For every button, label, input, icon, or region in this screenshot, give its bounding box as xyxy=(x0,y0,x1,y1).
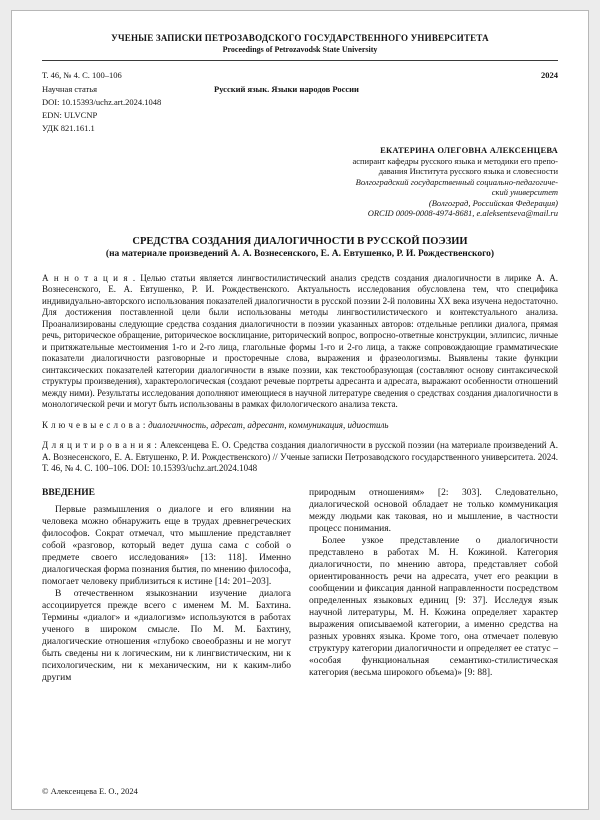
rubric-heading: Русский язык. Языки народов России xyxy=(214,84,359,94)
keywords xyxy=(42,420,558,432)
body-columns xyxy=(42,487,558,684)
header-divider xyxy=(42,60,558,61)
meta-row-volume xyxy=(42,70,558,80)
body-paragraph: природным отношениям» [2: 303]. Следовательно, диалогической основой обладает не только коммуникация между людьми как таковая, но и мышление, в частности процесс понимания. xyxy=(309,487,558,534)
citation xyxy=(42,440,558,475)
article-title xyxy=(42,235,558,261)
body-paragraph: В отечественном языкознании изучение диалога ассоциируется прежде всего с именем М. М. Бахтина. Термины «диалог» и «диалогизм» используются в работах ученого в широком смысле. По М. М. Бахтину, диалогические отношения «глубоко своеобразны и не могут быть сведены ни к логическим, ни к лингвистическим, ни к психологическим, ни к механическим, ни к каким-либо другим xyxy=(42,588,291,683)
affiliation-line: аспирант кафедры русского языка и методики его препо- xyxy=(352,155,558,166)
column-left xyxy=(42,487,291,684)
citation-label: Д л я ц и т и р о в а н и я : xyxy=(42,440,158,450)
article-title-line1: СРЕДСТВА СОЗДАНИЯ ДИАЛОГИЧНОСТИ В РУССКОЙ ПОЭЗИИ xyxy=(132,235,468,247)
udc-line: УДК 821.161.1 xyxy=(42,123,95,133)
abstract-label: А н н о т а ц и я . xyxy=(42,272,136,283)
citation-text: Алексенцева Е. О. Средства создания диалогичности в русской поэзии (на материале произведений А. А. Вознесенского, Е. А. Евтушенко, Р. И. Рождественского) // Ученые записки Петрозаводского государственного университета. 2024. Т. 46, № 4. С. 100–106. DOI: 10.15393/uchz.art.2024.1048 xyxy=(42,440,558,473)
article-type: Научная статья xyxy=(42,84,98,94)
body-paragraph: Первые размышления о диалоге и его влиянии на человека можно обнаружить еще в трудах древнегреческих философов. Сократ отмечал, что мышление представляет собой «разговор, который ведет душа сама с собой о предмете своего исследования» [13: 118]. Именно диалогическая форма познания бытия, по мнению философа, помогает человеку приблизиться к истине [14: 201–203]. xyxy=(42,504,291,587)
volume-pages: Т. 46, № 4. С. 100–106 xyxy=(42,70,122,80)
author-name: ЕКАТЕРИНА ОЛЕГОВНА АЛЕКСЕНЦЕВА xyxy=(380,145,558,155)
affiliation-line: Волгоградский государственный социально-педагогиче- xyxy=(355,176,558,187)
affiliation-line: давания Института русского языка и словесности xyxy=(378,166,558,176)
body-paragraph: Более узкое представление о диалогичности представлено в работах М. Н. Кожиной. Категория диалогичности, по мнению автора, представляет собой ориентированность речи на адресата, учет его реакции в сообщении и фиксация данной направленности посредством определенных языковых единиц [9: 37]. Исследуя язык научной литературы, М. Н. Кожина определяет характер выражения описываемой категории, а именно средства на разных уровнях языка. Кроме того, она отмечает полевую структуру категории диалогичности и определяет ее статус – «особая функциональная семантико-стилистическая категория (весьма широкого объема)» [9: 88]. xyxy=(309,535,558,678)
abstract-text: Целью статьи является лингвостилистический анализ средств создания диалогичности в лирике А. А. Вознесенского, Е. А. Евтушенко, Р. И. Рождественского. Актуальность исследования обусловлена тем, что специфика индивидуально-авторского использования показателей диалогичности в русской поэзии 2-й половины XX века изучена недостаточно. Для достижения поставленной цели были использованы методы лингвостилистического и контекстуального анализа. Проанализированы следующие средства создания диалогичности в поэзии указанных авторов: отдельные реплики диалога, прямая речь, риторическое обращение, риторическое восклицание, риторический вопрос, вопросно-ответные конструкции, эллипсис, личные и притяжательные местоимения 1-го и 2-го лица, глагольные формы 1-го и 2-го лица, а также сопровождающие грамматические показатели диалогичности разговорные и просторечные слова, выражения и фразеологизмы. Выявлены такие функции синтаксических показателей категории диалогичности в языке поэзии, как текстообразующая (составляют основу синтаксической структуры произведения), характерологическая (создают речевые портреты адресанта и адресата, выражают особенности отношений между ними). Результаты исследования дополняют имеющиеся в научной литературе сведения о средствах создания диалогичности в монологической речи и могут быть использованы в рамках филологического анализа текста. xyxy=(42,272,559,409)
publication-year: 2024 xyxy=(541,70,558,80)
author-orcid-email[interactable]: ORCID 0009-0008-4974-8681, e.aleksentseva@mail.ru xyxy=(367,208,558,218)
document-page xyxy=(11,10,589,810)
abstract xyxy=(42,273,558,411)
edn-line: EDN: ULVCNP xyxy=(42,110,98,120)
article-title-line2: (на материале произведений А. А. Вознесенского, Е. А. Евтушенко, Р. И. Рождественского) xyxy=(105,248,495,259)
affiliation-line: ский университет xyxy=(491,187,558,197)
doi-line[interactable]: DOI: 10.15393/uchz.art.2024.1048 xyxy=(42,97,162,107)
section-heading-introduction: ВВЕДЕНИЕ xyxy=(42,487,95,498)
affiliation-line: (Волгоград, Российская Федерация) xyxy=(428,197,558,208)
journal-title-ru: УЧЕНЫЕ ЗАПИСКИ ПЕТРОЗАВОДСКОГО ГОСУДАРСТВЕННОГО УНИВЕРСИТЕТА xyxy=(111,33,489,43)
column-right xyxy=(309,487,558,684)
copyright-notice: © Алексенцева Е. О., 2024 xyxy=(42,786,138,796)
keywords-label: К л ю ч е в ы е с л о в а : xyxy=(42,419,146,430)
meta-row-type xyxy=(42,84,558,94)
journal-title-en: Proceedings of Petrozavodsk State University xyxy=(222,45,378,54)
keywords-text: диалогичность, адресат, адресант, коммуникация, идиостиль xyxy=(148,419,389,430)
author-block xyxy=(42,145,558,219)
